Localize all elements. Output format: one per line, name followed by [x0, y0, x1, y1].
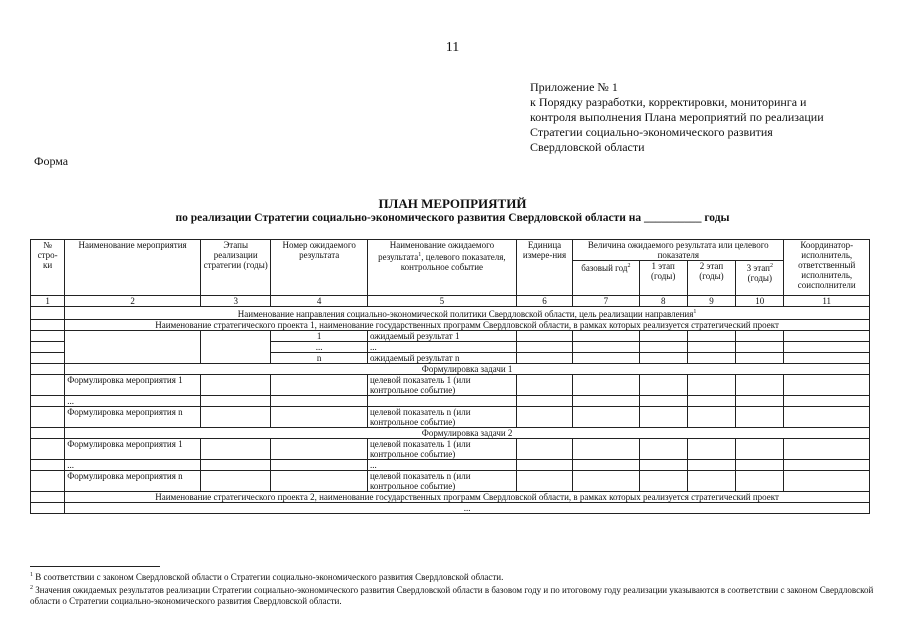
table-cell [639, 439, 687, 460]
direction-row [31, 307, 870, 320]
header-result-name-text: Наименование ожидаемого результата [378, 240, 495, 262]
header-stage-2: 2 этап (годы) [687, 261, 735, 296]
table-cell [573, 471, 639, 492]
measure-name: Формулировка мероприятия 1 [65, 375, 201, 396]
table-cell [271, 375, 368, 396]
table-cell [31, 396, 65, 407]
table-cell [736, 439, 784, 460]
measure-row [31, 471, 870, 492]
table-cell [687, 375, 735, 396]
measure-row [31, 439, 870, 460]
project2-row [31, 492, 870, 503]
continuation-row [31, 503, 870, 514]
header-stages: Этапы реализации стратегии (годы) [200, 240, 270, 296]
direction-label [65, 307, 870, 320]
table-cell [200, 331, 270, 364]
continuation-label: ... [65, 503, 870, 514]
column-number: 1 [31, 296, 65, 307]
measure-row [31, 396, 870, 407]
table-cell [31, 460, 65, 471]
header-coordinator: Координатор-исполнитель, ответственный исполнитель, соисполнители [784, 240, 870, 296]
header-result-number: Номер ожидаемого результата [271, 240, 368, 296]
direction-label-text: Наименование направления социально-экономической политики Свердловской области, цель реализации направления [237, 309, 694, 319]
result-number: n [271, 353, 368, 364]
table-cell [200, 471, 270, 492]
task2-row [31, 428, 870, 439]
table-cell [200, 396, 270, 407]
table-cell [31, 428, 65, 439]
table-cell [687, 460, 735, 471]
table-cell [31, 407, 65, 428]
header-result-name-text-2: , целевого показателя, контрольное событие [400, 252, 506, 272]
table-cell [516, 331, 572, 342]
project1-label: Наименование стратегического проекта 1, наименование государственных программ Свердловской области, в рамках которых реализуется стратегический проект [65, 320, 870, 331]
table-cell [784, 460, 870, 471]
footnote-2-text: Значения ожидаемых результатов реализации Стратегии социально-экономического развития Свердловской области в базовом году и по итоговому году реализации указываются в соответствии с законом Свердловской области о Стратегии социально-экономического развития Свердловской области. [30, 585, 874, 606]
header-base-year [573, 261, 639, 296]
table-cell [573, 396, 639, 407]
column-number: 11 [784, 296, 870, 307]
footnotes [30, 570, 890, 607]
column-number: 6 [516, 296, 572, 307]
appendix-line: Приложение № 1 [530, 80, 618, 94]
table-cell [573, 331, 639, 342]
footnote-divider [30, 566, 160, 567]
footnote-mark: 1 [693, 309, 697, 315]
table-cell [516, 439, 572, 460]
table-cell [784, 471, 870, 492]
table-cell [31, 342, 65, 353]
header-row [31, 240, 870, 261]
table-cell [31, 471, 65, 492]
table-cell [573, 353, 639, 364]
table-cell [573, 407, 639, 428]
footnote-mark: 1 [30, 572, 33, 578]
measure-ellipsis: ... [65, 396, 201, 407]
table-cell [516, 353, 572, 364]
table-cell [784, 439, 870, 460]
column-number: 2 [65, 296, 201, 307]
footnote-mark: 2 [627, 263, 631, 269]
result-name: ожидаемый результат n [367, 353, 516, 364]
header-stage-3 [736, 261, 784, 296]
document-subtitle: по реализации Стратегии социально-экономического развития Свердловской области на __________ годы [175, 212, 730, 224]
table-cell [200, 407, 270, 428]
appendix-block [530, 80, 824, 155]
table-cell [784, 407, 870, 428]
table-cell [31, 307, 65, 320]
document-title: ПЛАН МЕРОПРИЯТИЙ [378, 196, 527, 211]
page-number: 11 [445, 40, 460, 55]
table-cell [31, 364, 65, 375]
table-cell [573, 439, 639, 460]
column-number: 7 [573, 296, 639, 307]
table-cell [687, 353, 735, 364]
project2-label: Наименование стратегического проекта 2, наименование государственных программ Свердловской области, в рамках которых реализуется стратегический проект [65, 492, 870, 503]
table-cell [31, 439, 65, 460]
indicator-name: целевой показатель n (или контрольное событие) [367, 407, 516, 428]
table-cell [687, 331, 735, 342]
plan-table [30, 239, 870, 514]
table-cell [271, 460, 368, 471]
table-cell [516, 471, 572, 492]
table-cell [736, 460, 784, 471]
appendix-line: контроля выполнения Плана мероприятий по реализации [530, 110, 824, 124]
table-cell [639, 375, 687, 396]
footnote-mark: 2 [30, 585, 33, 591]
table-cell [65, 331, 201, 364]
table-cell [784, 396, 870, 407]
measure-ellipsis: ... [65, 460, 201, 471]
table-cell [687, 471, 735, 492]
table-cell [31, 503, 65, 514]
form-label: Форма [34, 154, 69, 168]
header-stage-1: 1 этап (годы) [639, 261, 687, 296]
table-cell [784, 342, 870, 353]
table-cell [639, 331, 687, 342]
table-cell [367, 396, 516, 407]
footnote-1 [30, 570, 890, 583]
indicator-name: целевой показатель 1 (или контрольное событие) [367, 375, 516, 396]
header-row-number: № стро-ки [31, 240, 65, 296]
table-cell [687, 342, 735, 353]
table-cell [736, 407, 784, 428]
table-cell [639, 407, 687, 428]
result-number: 1 [271, 331, 368, 342]
table-cell [573, 342, 639, 353]
appendix-line: Стратегии социально-экономического развития [530, 125, 773, 139]
table-cell [200, 375, 270, 396]
footnote-mark: 1 [418, 252, 422, 258]
indicator-name: целевой показатель 1 (или контрольное событие) [367, 439, 516, 460]
measure-row [31, 460, 870, 471]
header-unit: Единица измере-ния [516, 240, 572, 296]
header-result-name [367, 240, 516, 296]
table-cell [200, 439, 270, 460]
table-cell [573, 375, 639, 396]
column-number: 5 [367, 296, 516, 307]
table-cell [736, 353, 784, 364]
table-cell [516, 375, 572, 396]
header-base-year-text: базовый год [581, 263, 628, 273]
table-cell [736, 396, 784, 407]
measure-row [31, 375, 870, 396]
measure-name: Формулировка мероприятия 1 [65, 439, 201, 460]
table-cell [736, 471, 784, 492]
indicator-name: целевой показатель n (или контрольное событие) [367, 471, 516, 492]
table-cell [736, 331, 784, 342]
table-cell [516, 396, 572, 407]
header-stage-3-text: 3 этап [746, 263, 770, 273]
task2-label: Формулировка задачи 2 [65, 428, 870, 439]
footnote-2 [30, 583, 890, 607]
header-value-group: Величина ожидаемого результата или целевого показателя [573, 240, 784, 261]
table-cell [687, 439, 735, 460]
table-cell [516, 342, 572, 353]
table-cell [639, 353, 687, 364]
table-cell [516, 407, 572, 428]
appendix-line: Свердловской области [530, 140, 645, 154]
table-cell [31, 331, 65, 342]
table-cell [639, 396, 687, 407]
table-cell [271, 439, 368, 460]
table-cell [31, 320, 65, 331]
table-cell [271, 471, 368, 492]
header-stage-3-text-2: (годы) [747, 273, 772, 283]
table-cell [639, 471, 687, 492]
table-cell [736, 342, 784, 353]
indicator-ellipsis: ... [367, 460, 516, 471]
table-cell [784, 375, 870, 396]
table-cell [200, 460, 270, 471]
table-cell [271, 396, 368, 407]
table-cell [31, 492, 65, 503]
table-cell [784, 353, 870, 364]
column-number: 3 [200, 296, 270, 307]
table-cell [271, 407, 368, 428]
table-cell [687, 396, 735, 407]
project1-row [31, 320, 870, 331]
column-number: 8 [639, 296, 687, 307]
column-number: 4 [271, 296, 368, 307]
table-cell [516, 460, 572, 471]
column-number-row [31, 296, 870, 307]
task1-label: Формулировка задачи 1 [65, 364, 870, 375]
table-cell [573, 460, 639, 471]
footnote-mark: 2 [769, 263, 773, 269]
measure-row [31, 407, 870, 428]
result-name: ... [367, 342, 516, 353]
result-number: ... [271, 342, 368, 353]
task1-row [31, 364, 870, 375]
column-number: 9 [687, 296, 735, 307]
table-cell [31, 353, 65, 364]
measure-name: Формулировка мероприятия n [65, 407, 201, 428]
footnote-1-text: В соответствии с законом Свердловской области о Стратегии социально-экономического развития Свердловской области. [33, 572, 504, 582]
table-cell [784, 331, 870, 342]
measure-name: Формулировка мероприятия n [65, 471, 201, 492]
header-measure: Наименование мероприятия [65, 240, 201, 296]
appendix-line: к Порядку разработки, корректировки, мониторинга и [530, 95, 807, 109]
result-name: ожидаемый результат 1 [367, 331, 516, 342]
table-cell [31, 375, 65, 396]
table-cell [639, 342, 687, 353]
column-number: 10 [736, 296, 784, 307]
result-row [31, 331, 870, 342]
table-cell [639, 460, 687, 471]
table-cell [736, 375, 784, 396]
table-cell [687, 407, 735, 428]
